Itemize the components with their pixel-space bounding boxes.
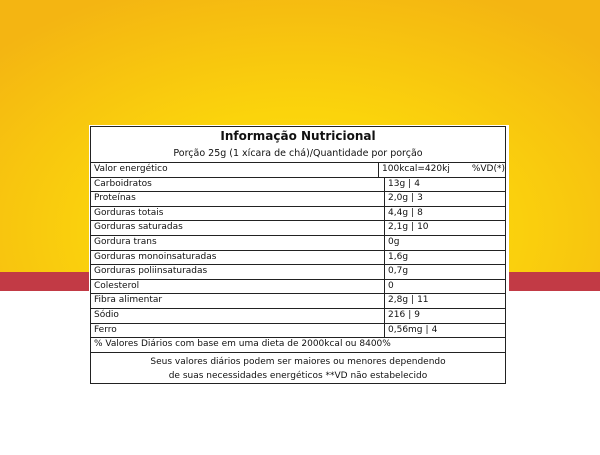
nutrient-value-cell (385, 207, 505, 221)
value-separator: | (411, 295, 415, 306)
energy-amount: 100kcal=420kj (382, 164, 450, 174)
nutrition-table (90, 126, 506, 384)
serving-info: Porção 25g (1 xícara de chá)/Quantidade por porção (91, 146, 505, 163)
nutrient-amount: 2,8g (388, 295, 409, 306)
value-separator: | (411, 193, 415, 204)
nutrient-vd: 11 (417, 295, 429, 306)
energy-label: Valor energético (91, 163, 379, 177)
nutrient-rows (91, 178, 505, 339)
nutrient-name: Gorduras monoinsaturadas (91, 251, 385, 265)
nutrient-name: Gorduras saturadas (91, 221, 385, 235)
footer-line-1: Seus valores diários podem ser maiores ou menores dependendo (150, 356, 446, 367)
nutrient-row (91, 178, 505, 193)
nutrient-value-cell (385, 309, 505, 323)
nutrient-amount: 13g (388, 178, 406, 189)
nutrient-amount: 0,7g (388, 266, 409, 277)
energy-value-cell (379, 163, 505, 177)
nutrient-amount: 2,0g (388, 193, 409, 204)
value-separator: | (408, 178, 412, 189)
nutrient-name: Gordura trans (91, 236, 385, 250)
nutrition-title: Informação Nutricional (220, 129, 376, 143)
nutrient-vd: 4 (431, 324, 438, 335)
footer-line-2: de suas necessidades energéticos **VD não estabelecido (168, 370, 428, 381)
nutrient-value-cell (385, 192, 505, 206)
nutrient-name: Gorduras totais (91, 207, 385, 221)
energy-row (91, 163, 505, 178)
nutrient-amount: 2,1g (388, 222, 409, 233)
nutrient-row (91, 207, 505, 222)
value-separator: | (408, 309, 412, 320)
nutrient-value-cell (385, 280, 505, 294)
nutrient-amount: 0g (388, 236, 400, 247)
nutrient-row (91, 236, 505, 251)
value-separator: | (411, 207, 415, 218)
nutrient-row (91, 192, 505, 207)
nutrient-row (91, 265, 505, 280)
nutrient-value-cell (385, 294, 505, 308)
nutrient-row (91, 221, 505, 236)
footer-note (91, 353, 505, 383)
nutrient-name: Ferro (91, 324, 385, 338)
nutrient-value-cell (385, 251, 505, 265)
nutrient-value-cell (385, 265, 505, 279)
vd-header: %VD(*) (471, 164, 505, 174)
nutrient-value-cell (385, 178, 505, 192)
nutrient-amount: 1,6g (388, 251, 409, 262)
value-separator: | (425, 324, 429, 335)
nutrient-amount: 0,56mg (388, 324, 423, 335)
nutrient-name: Proteínas (91, 192, 385, 206)
nutrient-row (91, 309, 505, 324)
value-separator: | (411, 222, 415, 233)
nutrient-value-cell (385, 236, 505, 250)
nutrient-row (91, 251, 505, 266)
nutrient-vd: 4 (414, 178, 420, 189)
nutrient-name: Colesterol (91, 280, 385, 294)
nutrient-vd: 10 (417, 222, 429, 233)
nutrient-name: Fibra alimentar (91, 294, 385, 308)
nutrient-value-cell (385, 324, 505, 338)
nutrient-amount: 4,4g (388, 207, 409, 218)
daily-values-note: % Valores Diários com base em uma dieta de 2000kcal ou 8400% (91, 338, 505, 353)
nutrient-vd: 9 (414, 309, 420, 320)
nutrient-name: Gorduras poliinsaturadas (91, 265, 385, 279)
nutrient-amount: 216 (388, 309, 406, 320)
nutrient-vd: 3 (417, 193, 423, 204)
nutrient-name: Carboidratos (91, 178, 385, 192)
nutrient-name: Sódio (91, 309, 385, 323)
nutrient-value-cell (385, 221, 505, 235)
nutrient-vd: 8 (417, 207, 423, 218)
nutrient-amount: 0 (388, 280, 394, 291)
nutrient-row (91, 280, 505, 295)
nutrient-row (91, 294, 505, 309)
nutrient-row (91, 324, 505, 339)
